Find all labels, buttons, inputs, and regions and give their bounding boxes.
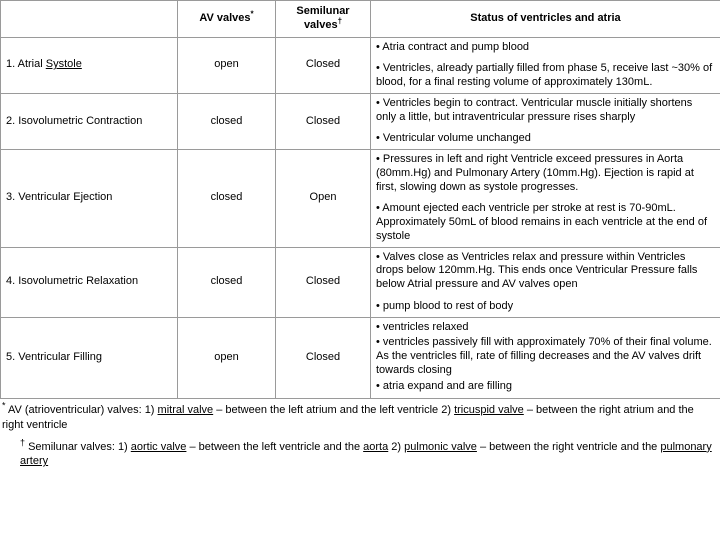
status-bullet: • Valves close as Ventricles relax and pressure within Ventricles drops below 120mm.Hg. This ends once Ventricular Pressure falls below Atrial pressure and AV valves open — [376, 250, 698, 290]
status-bullet: • atria expand and are filling — [376, 379, 512, 392]
status-bullet: • ventricles relaxed — [376, 320, 469, 333]
footnote-text: – between the left atrium and the left ventricle 2) — [213, 404, 455, 417]
footnote-marker: † — [20, 437, 26, 448]
tricuspid-valve-link[interactable]: tricuspid valve — [454, 404, 524, 417]
phase-cell — [1, 247, 178, 317]
status-bullet: • Ventricles, already partially filled from phase 5, receive last ~30% of blood, for a final resting volume of approximately 130mL. — [376, 62, 713, 88]
semilunar-valve-state: Closed — [276, 93, 371, 149]
semilunar-valve-state: Closed — [276, 37, 371, 93]
status-cell — [371, 247, 720, 317]
status-bullet: • pump blood to rest of body — [376, 299, 514, 312]
phase-label: 1. Atrial — [6, 58, 46, 71]
phase-label: 3. Ventricular Ejection — [6, 191, 113, 204]
table-row — [1, 93, 720, 149]
footnote-text: – between the right atrium and the right ventricle — [2, 404, 694, 431]
header-av-valves-label: AV valves — [199, 11, 251, 24]
status-bullet: • Atria contract and pump blood — [376, 40, 530, 53]
header-av-valves-marker: * — [250, 9, 254, 19]
table-row — [1, 37, 720, 93]
av-valve-state: open — [178, 37, 276, 93]
av-valve-state: closed — [178, 150, 276, 248]
footnote-semilunar-valves — [2, 437, 718, 469]
phase-link[interactable]: Systole — [45, 58, 82, 71]
footnote-av-valves — [2, 400, 718, 432]
header-blank — [1, 1, 178, 38]
phase-cell — [1, 37, 178, 93]
header-av-valves — [178, 1, 276, 38]
phase-label: 5. Ventricular Filling — [6, 351, 102, 363]
av-valve-state: closed — [178, 247, 276, 317]
phase-label: 2. Isovolumetric Contraction — [6, 114, 143, 127]
aortic-valve-link[interactable]: aortic valve — [130, 440, 187, 453]
semilunar-valve-state: Closed — [276, 247, 371, 317]
status-cell — [371, 93, 720, 149]
semilunar-valve-state: Open — [276, 150, 371, 248]
status-cell — [371, 317, 720, 399]
phase-cell — [1, 93, 178, 149]
table-row — [1, 317, 720, 399]
mitral-valve-link[interactable]: mitral valve — [157, 404, 214, 417]
status-bullet: • Ventricular volume unchanged — [376, 132, 531, 145]
footnote-text: – between the right ventricle and the — [476, 440, 661, 453]
av-valve-state: closed — [178, 93, 276, 149]
footnote-text: Semilunar valves: 1) — [25, 440, 131, 453]
pulmonary-artery-link[interactable]: pulmonary artery — [20, 440, 712, 468]
footnote-text: – between the left ventricle and the — [186, 440, 364, 453]
pulmonic-valve-link[interactable]: pulmonic valve — [404, 440, 477, 453]
av-valve-state: open — [178, 317, 276, 399]
status-cell — [371, 150, 720, 248]
status-bullet: • Pressures in left and right Ventricle exceed pressures in Aorta (80mm.Hg) and Pulmonary Artery (10mm.Hg). Ejection is rapid at first, slowing down as systole progresses. — [376, 153, 694, 193]
aorta-link[interactable]: aorta — [363, 440, 389, 453]
phase-cell — [1, 150, 178, 248]
status-bullet: • Ventricles begin to contract. Ventricular muscle initially shortens only a little, but intraventricular pressure rises sharply — [376, 96, 693, 123]
table-row — [1, 247, 720, 317]
footnote-text: 2) — [388, 440, 405, 453]
status-cell — [371, 37, 720, 93]
table-row — [1, 150, 720, 248]
footnote-marker: * — [2, 400, 6, 411]
header-semilunar-valves-marker: † — [337, 16, 343, 26]
header-status: Status of ventricles and atria — [371, 1, 720, 38]
semilunar-valve-state: Closed — [276, 317, 371, 399]
phase-cell — [1, 317, 178, 399]
header-semilunar-valves — [276, 1, 371, 38]
phase-label: 4. Isovolumetric Relaxation — [6, 275, 139, 288]
status-bullet: • Amount ejected each ventricle per stroke at rest is 70-90mL. Approximately 50mL of blood remains in each ventricle at the end of systole — [376, 202, 707, 242]
header-semilunar-valves-label: Semilunar valves — [296, 5, 350, 31]
footnotes — [0, 399, 720, 468]
footnote-text: AV (atrioventricular) valves: 1) — [5, 404, 158, 417]
table-header-row — [1, 1, 720, 38]
status-bullet: • ventricles passively fill with approximately 70% of their final volume. As the ventricles fill, rate of filling decreases and the AV valves drift towards closing — [376, 336, 712, 376]
